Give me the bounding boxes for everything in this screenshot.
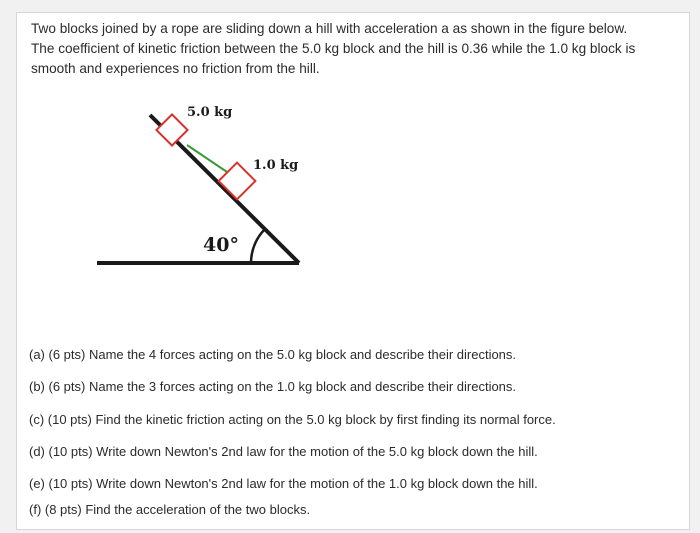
mass-label-heavy: 5.0 kg (187, 105, 233, 120)
question-f: (f) (8 pts) Find the acceleration of the two blocks. (29, 502, 311, 517)
angle-label: 40° (203, 234, 239, 256)
angle-arc (251, 229, 265, 263)
intro-line-1: Two blocks joined by a rope are sliding down a hill with acceleration a as shown in the figure below. (31, 21, 628, 36)
intro-line-3: smooth and experiences no friction from the hill. (31, 61, 320, 76)
question-b: (b) (6 pts) Name the 3 forces acting on the 1.0 kg block and describe their directions. (29, 379, 517, 394)
question-a: (a) (6 pts) Name the 4 forces acting on the 5.0 kg block and describe their directions. (29, 347, 517, 362)
problem-sheet (16, 12, 690, 530)
question-d: (d) (10 pts) Write down Newton's 2nd law for the motion of the 5.0 kg block down the hill. (29, 444, 538, 459)
intro-line-2: The coefficient of kinetic friction between the 5.0 kg block and the hill is 0.36 while the 1.0 kg block is (31, 41, 636, 56)
block-5kg (156, 114, 187, 145)
question-e: (e) (10 pts) Write down Newton's 2nd law for the motion of the 1.0 kg block down the hill. (29, 476, 538, 491)
question-c: (c) (10 pts) Find the kinetic friction acting on the 5.0 kg block by first finding its normal force. (29, 412, 556, 427)
block-1kg (219, 163, 256, 200)
mass-label-light: 1.0 kg (253, 158, 299, 173)
